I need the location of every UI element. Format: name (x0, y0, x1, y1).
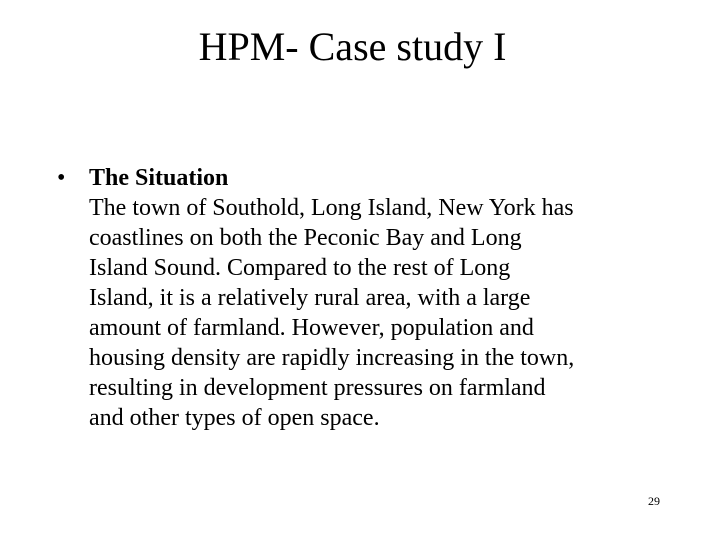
slide-title: HPM- Case study I (198, 24, 507, 69)
bullet-list (57, 163, 677, 433)
body-line: housing density are rapidly increasing in the town, (89, 345, 575, 371)
body-line: amount of farmland. However, population and (89, 315, 534, 341)
body-line: The town of Southold, Long Island, New York has (89, 195, 574, 221)
body-line: and other types of open space. (89, 405, 380, 431)
bullet-icon: • (57, 165, 66, 191)
body-line: coastlines on both the Peconic Bay and Long (89, 225, 522, 251)
bullet-item (57, 163, 677, 433)
body-line: Island, it is a relatively rural area, with a large (89, 285, 531, 311)
body-line: Island Sound. Compared to the rest of Long (89, 255, 511, 281)
page-number: 29 (648, 494, 660, 508)
bullet-body (89, 193, 677, 433)
body-line: resulting in development pressures on farmland (89, 375, 546, 401)
bullet-heading: The Situation (89, 165, 229, 191)
